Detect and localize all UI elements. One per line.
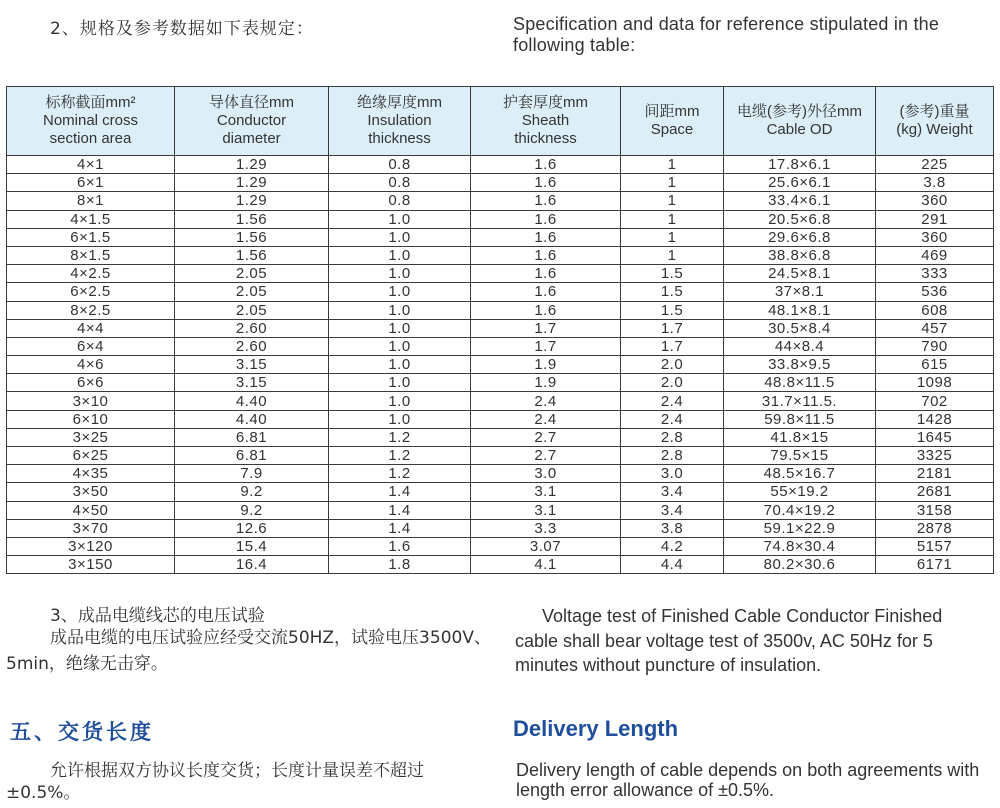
table-cell: 25.6×6.1 xyxy=(724,174,876,192)
table-cell: 457 xyxy=(876,319,994,337)
table-row xyxy=(7,301,994,319)
table-cell: 6×10 xyxy=(7,410,175,428)
header-row xyxy=(7,87,994,156)
table-cell: 48.8×11.5 xyxy=(724,374,876,392)
table-cell: 15.4 xyxy=(175,537,329,555)
table-cell: 6×4 xyxy=(7,337,175,355)
table-cell: 74.8×30.4 xyxy=(724,537,876,555)
table-row xyxy=(7,447,994,465)
table-row xyxy=(7,246,994,264)
intro-en: Specification and data for reference stipulated in the following table: xyxy=(513,14,940,55)
table-cell: 1.4 xyxy=(329,501,471,519)
table-cell: 1.2 xyxy=(329,428,471,446)
table-cell: 1.6 xyxy=(471,156,621,174)
table-cell: 6171 xyxy=(876,556,994,574)
header-line: Conductor xyxy=(216,112,287,129)
table-cell: 30.5×8.4 xyxy=(724,319,876,337)
table-cell: 1.6 xyxy=(471,210,621,228)
header-cell xyxy=(471,87,621,156)
table-cell: 16.4 xyxy=(175,556,329,574)
table-cell: 3325 xyxy=(876,447,994,465)
table-cell: 1.8 xyxy=(329,556,471,574)
table-cell: 2.0 xyxy=(621,374,724,392)
table-cell: 1.0 xyxy=(329,265,471,283)
table-cell: 24.5×8.1 xyxy=(724,265,876,283)
table-cell: 2.8 xyxy=(621,447,724,465)
table-cell: 6.81 xyxy=(175,447,329,465)
header-line: 护套厚度mm xyxy=(503,94,588,111)
table-cell: 7.9 xyxy=(175,465,329,483)
table-cell: 33.4×6.1 xyxy=(724,192,876,210)
header-cell xyxy=(724,87,876,156)
table-cell: 3.1 xyxy=(471,483,621,501)
table-cell: 79.5×15 xyxy=(724,447,876,465)
header-cell xyxy=(876,87,994,156)
table-cell: 70.4×19.2 xyxy=(724,501,876,519)
table-cell: 1.7 xyxy=(621,337,724,355)
spec-table xyxy=(6,86,994,574)
header-cell xyxy=(7,87,175,156)
table-cell: 4×1.5 xyxy=(7,210,175,228)
table-cell: 3.07 xyxy=(471,537,621,555)
voltage-title-cn: 3、成品电缆线芯的电压试验 xyxy=(50,606,265,626)
table-cell: 2.8 xyxy=(621,428,724,446)
table-cell: 1 xyxy=(621,192,724,210)
table-row xyxy=(7,519,994,537)
header-line: 绝缘厚度mm xyxy=(357,94,442,111)
table-row xyxy=(7,537,994,555)
table-cell: 59.8×11.5 xyxy=(724,410,876,428)
table-cell: 3.15 xyxy=(175,374,329,392)
header-line: thickness xyxy=(514,130,577,147)
table-cell: 2.4 xyxy=(621,410,724,428)
table-cell: 790 xyxy=(876,337,994,355)
table-cell: 1.6 xyxy=(471,283,621,301)
table-cell: 1 xyxy=(621,210,724,228)
table-cell: 3.4 xyxy=(621,483,724,501)
header-line: Space xyxy=(650,121,694,138)
table-cell: 3.3 xyxy=(471,519,621,537)
table-cell: 2.60 xyxy=(175,319,329,337)
voltage-body-cn: 成品电缆的电压试验应经受交流50HZ，试验电压3500V、5min，绝缘无击穿。 xyxy=(6,628,491,674)
delivery-heading-cn: 五、交货长度 xyxy=(10,720,154,744)
table-cell: 1.7 xyxy=(471,337,621,355)
header-line: thickness xyxy=(368,130,431,147)
table-cell: 8×2.5 xyxy=(7,301,175,319)
table-cell: 2878 xyxy=(876,519,994,537)
table-cell: 4×6 xyxy=(7,356,175,374)
table-cell: 291 xyxy=(876,210,994,228)
table-cell: 3.8 xyxy=(621,519,724,537)
table-cell: 1.6 xyxy=(471,228,621,246)
table-cell: 6×1.5 xyxy=(7,228,175,246)
table-row xyxy=(7,356,994,374)
table-cell: 1 xyxy=(621,174,724,192)
header-line: Cable OD xyxy=(766,121,833,138)
table-cell: 225 xyxy=(876,156,994,174)
table-cell: 48.5×16.7 xyxy=(724,465,876,483)
table-cell: 1.0 xyxy=(329,246,471,264)
header-cell xyxy=(621,87,724,156)
table-cell: 1.7 xyxy=(471,319,621,337)
table-cell: 2.05 xyxy=(175,265,329,283)
header-line: Sheath xyxy=(521,112,570,129)
table-cell: 3.4 xyxy=(621,501,724,519)
table-row xyxy=(7,265,994,283)
table-cell: 702 xyxy=(876,392,994,410)
table-cell: 1.0 xyxy=(329,210,471,228)
table-cell: 1.0 xyxy=(329,228,471,246)
header-line: (参考)重量 xyxy=(899,103,970,120)
table-row xyxy=(7,337,994,355)
header-line: Insulation xyxy=(367,112,432,129)
table-cell: 2.05 xyxy=(175,301,329,319)
table-cell: 3.8 xyxy=(876,174,994,192)
table-row xyxy=(7,228,994,246)
table-row xyxy=(7,556,994,574)
table-cell: 44×8.4 xyxy=(724,337,876,355)
header-cell xyxy=(329,87,471,156)
table-cell: 1.6 xyxy=(471,301,621,319)
table-cell: 8×1 xyxy=(7,192,175,210)
table-row xyxy=(7,283,994,301)
table-cell: 2.7 xyxy=(471,447,621,465)
table-cell: 1.29 xyxy=(175,156,329,174)
table-row xyxy=(7,192,994,210)
table-cell: 1.6 xyxy=(471,246,621,264)
table-cell: 0.8 xyxy=(329,174,471,192)
table-row xyxy=(7,483,994,501)
table-cell: 6×2.5 xyxy=(7,283,175,301)
table-cell: 2.4 xyxy=(471,392,621,410)
table-cell: 3.0 xyxy=(471,465,621,483)
header-line: Nominal cross xyxy=(42,112,139,129)
table-row xyxy=(7,465,994,483)
table-cell: 4×50 xyxy=(7,501,175,519)
table-cell: 1.4 xyxy=(329,483,471,501)
table-cell: 536 xyxy=(876,283,994,301)
table-cell: 1.29 xyxy=(175,192,329,210)
table-cell: 2.60 xyxy=(175,337,329,355)
table-cell: 1.6 xyxy=(471,192,621,210)
table-cell: 1.2 xyxy=(329,465,471,483)
table-cell: 615 xyxy=(876,356,994,374)
table-cell: 469 xyxy=(876,246,994,264)
table-cell: 1098 xyxy=(876,374,994,392)
header-cell xyxy=(175,87,329,156)
table-cell: 1 xyxy=(621,228,724,246)
table-cell: 3.15 xyxy=(175,356,329,374)
table-row xyxy=(7,501,994,519)
table-cell: 608 xyxy=(876,301,994,319)
table-cell: 4.2 xyxy=(621,537,724,555)
table-cell: 1.2 xyxy=(329,447,471,465)
table-cell: 6×6 xyxy=(7,374,175,392)
table-cell: 0.8 xyxy=(329,192,471,210)
table-cell: 1.7 xyxy=(621,319,724,337)
table-cell: 3×50 xyxy=(7,483,175,501)
table-cell: 1.29 xyxy=(175,174,329,192)
table-cell: 1.0 xyxy=(329,356,471,374)
spec-table-header xyxy=(7,87,994,156)
header-line: 间距mm xyxy=(644,103,700,120)
table-cell: 1428 xyxy=(876,410,994,428)
table-cell: 48.1×8.1 xyxy=(724,301,876,319)
table-cell: 17.8×6.1 xyxy=(724,156,876,174)
table-cell: 1.56 xyxy=(175,210,329,228)
table-cell: 2.4 xyxy=(621,392,724,410)
table-cell: 1.5 xyxy=(621,301,724,319)
table-cell: 4.40 xyxy=(175,392,329,410)
table-cell: 6×25 xyxy=(7,447,175,465)
table-cell: 59.1×22.9 xyxy=(724,519,876,537)
header-line: (kg) Weight xyxy=(896,121,973,138)
table-cell: 1 xyxy=(621,246,724,264)
table-cell: 9.2 xyxy=(175,501,329,519)
table-cell: 1.5 xyxy=(621,283,724,301)
table-cell: 360 xyxy=(876,228,994,246)
table-cell: 4.1 xyxy=(471,556,621,574)
table-cell: 31.7×11.5. xyxy=(724,392,876,410)
table-cell: 6×1 xyxy=(7,174,175,192)
table-row xyxy=(7,174,994,192)
header-line: section area xyxy=(49,130,132,147)
table-cell: 3×150 xyxy=(7,556,175,574)
table-cell: 3×70 xyxy=(7,519,175,537)
table-cell: 1.6 xyxy=(471,265,621,283)
table-row xyxy=(7,374,994,392)
table-cell: 1.5 xyxy=(621,265,724,283)
table-cell: 12.6 xyxy=(175,519,329,537)
table-cell: 360 xyxy=(876,192,994,210)
table-cell: 5157 xyxy=(876,537,994,555)
table-cell: 1645 xyxy=(876,428,994,446)
table-cell: 3.0 xyxy=(621,465,724,483)
header-line: diameter xyxy=(222,130,281,147)
table-cell: 3×120 xyxy=(7,537,175,555)
table-cell: 3×10 xyxy=(7,392,175,410)
intro-cn: 2、规格及参考数据如下表规定： xyxy=(50,19,314,39)
table-cell: 1.4 xyxy=(329,519,471,537)
table-cell: 9.2 xyxy=(175,483,329,501)
table-cell: 20.5×6.8 xyxy=(724,210,876,228)
table-row xyxy=(7,428,994,446)
header-line: 电缆(参考)外径mm xyxy=(737,103,862,120)
table-cell: 33.8×9.5 xyxy=(724,356,876,374)
delivery-body-cn: 允许根据双方协议长度交货；长度计量误差不超过±0.5%。 xyxy=(6,761,424,803)
table-cell: 1.56 xyxy=(175,246,329,264)
table-cell: 38.8×6.8 xyxy=(724,246,876,264)
table-cell: 4×4 xyxy=(7,319,175,337)
voltage-body-en: Voltage test of Finished Cable Conductor Finished cable shall bear voltage test of 3500v, AC 50Hz for 5 minutes without puncture of insulation. xyxy=(515,606,943,675)
table-row xyxy=(7,156,994,174)
table-cell: 3.1 xyxy=(471,501,621,519)
table-cell: 1.9 xyxy=(471,374,621,392)
table-row xyxy=(7,319,994,337)
header-line: 标称截面mm² xyxy=(45,94,136,111)
delivery-body-en: Delivery length of cable depends on both agreements with length error allowance of ±0.5%. xyxy=(516,760,980,800)
table-row xyxy=(7,392,994,410)
table-cell: 4×2.5 xyxy=(7,265,175,283)
table-cell: 2.05 xyxy=(175,283,329,301)
table-cell: 1.0 xyxy=(329,283,471,301)
table-cell: 1.0 xyxy=(329,410,471,428)
table-cell: 3×25 xyxy=(7,428,175,446)
table-cell: 1.0 xyxy=(329,301,471,319)
table-cell: 1.0 xyxy=(329,319,471,337)
table-cell: 2681 xyxy=(876,483,994,501)
table-cell: 6.81 xyxy=(175,428,329,446)
table-row xyxy=(7,210,994,228)
table-cell: 333 xyxy=(876,265,994,283)
table-cell: 1.6 xyxy=(329,537,471,555)
table-cell: 4×35 xyxy=(7,465,175,483)
table-cell: 29.6×6.8 xyxy=(724,228,876,246)
table-cell: 1.6 xyxy=(471,174,621,192)
table-cell: 1 xyxy=(621,156,724,174)
table-cell: 2.0 xyxy=(621,356,724,374)
header-line: 导体直径mm xyxy=(209,94,294,111)
table-cell: 1.0 xyxy=(329,392,471,410)
table-cell: 4.40 xyxy=(175,410,329,428)
table-cell: 37×8.1 xyxy=(724,283,876,301)
table-cell: 80.2×30.6 xyxy=(724,556,876,574)
table-cell: 0.8 xyxy=(329,156,471,174)
table-cell: 4.4 xyxy=(621,556,724,574)
spec-table-body xyxy=(7,156,994,574)
table-cell: 2.4 xyxy=(471,410,621,428)
table-row xyxy=(7,410,994,428)
table-cell: 4×1 xyxy=(7,156,175,174)
table-cell: 41.8×15 xyxy=(724,428,876,446)
table-cell: 55×19.2 xyxy=(724,483,876,501)
table-cell: 8×1.5 xyxy=(7,246,175,264)
table-cell: 2.7 xyxy=(471,428,621,446)
table-cell: 1.0 xyxy=(329,374,471,392)
table-cell: 1.0 xyxy=(329,337,471,355)
table-cell: 1.56 xyxy=(175,228,329,246)
table-cell: 2181 xyxy=(876,465,994,483)
table-cell: 1.9 xyxy=(471,356,621,374)
delivery-heading-en: Delivery Length xyxy=(513,716,679,741)
table-cell: 3158 xyxy=(876,501,994,519)
